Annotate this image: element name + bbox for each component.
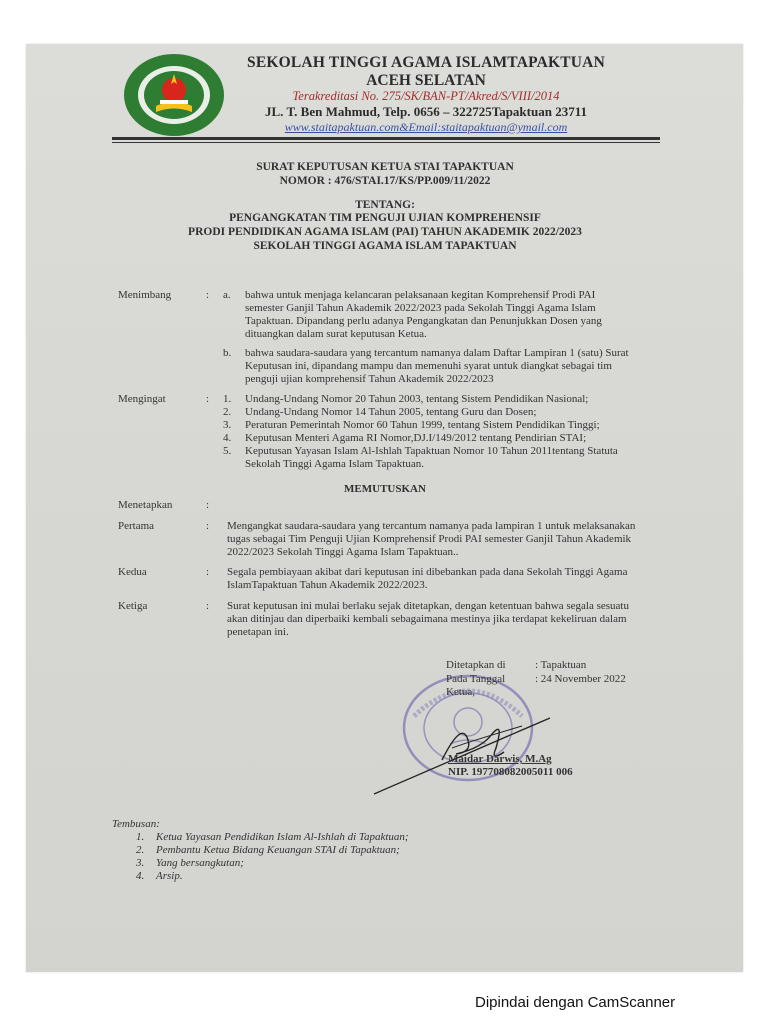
about-line: PENGANGKATAN TIM PENGUJI UJIAN KOMPREHENSIF [229,212,541,224]
signer-nip: NIP. 197708082005011 006 [448,766,573,778]
tembusan-number: 3. [136,857,145,869]
about-line: SEKOLAH TINGGI AGAMA ISLAM TAPAKTUAN [253,240,517,252]
colon: : [206,520,210,532]
place-label: Ditetapkan di [446,659,506,671]
tembusan-item: Arsip. [156,870,183,882]
menimbang-b-line: Keputusan ini, dipandang mampu dan memenuhi syarat untuk diangkat sebagai tim [245,360,612,372]
institution-region: ACEH SELATAN [366,72,486,89]
mengingat-item: Keputusan Yayasan Islam Al-Ishlah Tapaktuan Nomor 10 Tahun 2011tentang Statuta [245,445,618,457]
institution-web-email[interactable]: www.staitapaktuan.com&Email:staitapaktuan@ymail.com [284,120,568,134]
institution-logo [122,52,226,138]
item-letter: b. [223,347,232,359]
mengingat-label: Mengingat [118,393,166,405]
tembusan-label: Tembusan: [112,818,160,830]
tembusan-item: Ketua Yayasan Pendidikan Islam Al-Ishlah di Tapaktuan; [156,831,409,843]
pertama-label: Pertama [118,520,155,532]
item-letter: a. [223,289,231,301]
item-number: 2. [223,406,232,418]
kedua-label: Kedua [118,566,147,578]
menimbang-a-line: semester Ganjil Tahun Akademik 2022/2023 pada Sekolah Tinggi Agama Islam [245,302,596,314]
tembusan-number: 4. [136,870,145,882]
colon: : [206,499,210,511]
scanner-watermark: Dipindai dengan CamScanner [475,994,676,1011]
ketiga-line: akan ditinjau dan diperbaiki kembali sebagaimana mestinya jika terdapat kekeliruan dalam [227,613,627,625]
colon: : [206,289,210,301]
colon: : [206,600,210,612]
item-number: 1. [223,393,232,405]
memutuskan-heading: MEMUTUSKAN [344,483,426,495]
ketiga-line: penetapan ini. [227,626,289,638]
letterhead-rule-thin [112,142,660,143]
mengingat-item: Keputusan Menteri Agama RI Nomor,DJ.I/149/2012 tentang Pendirian STAI; [245,432,587,444]
item-number: 3. [223,419,232,431]
mengingat-item: Undang-Undang Nomor 20 Tahun 2003, tentang Sistem Pendidikan Nasional; [245,393,589,405]
kedua-line: Segala pembiayaan akibat dari keputusan ini dibebankan pada dana Sekolah Tinggi Agama [227,566,628,578]
item-number: 4. [223,432,232,444]
menimbang-label: Menimbang [118,289,172,301]
pertama-line: Mengangkat saudara-saudara yang tercantum namanya pada lampiran 1 untuk melaksanakan [227,520,636,532]
institution-address: JL. T. Ben Mahmud, Telp. 0656 – 322725Tapaktuan 23711 [265,104,587,119]
ketiga-label: Ketiga [118,600,148,612]
signer-role: Ketua, [446,686,476,698]
mengingat-item: Undang-Undang Nomor 14 Tahun 2005, tentang Guru dan Dosen; [245,406,537,418]
institution-name: SEKOLAH TINGGI AGAMA ISLAMTAPAKTUAN [247,54,605,71]
tembusan-number: 2. [136,844,145,856]
menimbang-b-line: penguji ujian komprehensif Tahun Akademik 2022/2023 [245,373,494,385]
tembusan-item: Yang bersangkutan; [156,857,244,869]
mengingat-item: Sekolah Tinggi Agama Islam Tapaktuan. [245,458,424,470]
pertama-line: 2022/2023 Sekolah Tinggi Agama Islam Tapaktuan.. [227,546,459,558]
tembusan-number: 1. [136,831,145,843]
decree-title: SURAT KEPUTUSAN KETUA STAI TAPAKTUAN [256,161,514,173]
menimbang-a-line: dituangkan dalam surat keputusan Ketua. [245,328,427,340]
handwritten-signature [372,690,552,800]
colon: : [206,566,210,578]
accreditation-text: Terakreditasi No. 275/SK/BAN-PT/Akred/S/VIII/2014 [292,89,560,103]
about-line: PRODI PENDIDIKAN AGAMA ISLAM (PAI) TAHUN AKADEMIK 2022/2023 [188,226,582,238]
mengingat-item: Peraturan Pemerintah Nomor 60 Tahun 1999, tentang Sistem Pendidikan Tinggi; [245,419,600,431]
place-value: : Tapaktuan [535,659,587,671]
pertama-line: tugas sebagai Tim Penguji Ujian Komprehensif Prodi PAI semester Ganjil Tahun Akademik [227,533,632,545]
signer-name: Maidar Darwis, M.Ag [448,753,552,765]
menimbang-a-line: bahwa untuk menjaga kelancaran pelaksanaan kegitan Komprehensif Prodi PAI [245,289,596,301]
tembusan-item: Pembantu Ketua Bidang Keuangan STAI di Tapaktuan; [156,844,400,856]
letterhead-rule-thick [112,137,660,140]
menetapkan-label: Menetapkan [118,499,173,511]
date-label: Pada Tanggal [446,673,506,685]
item-number: 5. [223,445,232,457]
about-label: TENTANG: [355,199,415,211]
colon: : [206,393,210,405]
kedua-line: IslamTapaktuan Tahun Akademik 2022/2023. [227,579,428,591]
menimbang-b-line: bahwa saudara-saudara yang tercantum namanya dalam Daftar Lampiran 1 (satu) Surat [245,347,629,359]
decree-number: NOMOR : 476/STAI.17/KS/PP.009/11/2022 [279,175,491,187]
ketiga-line: Surat keputusan ini mulai berlaku sejak ditetapkan, dengan ketentuan bahwa segala sesuatu [227,600,629,612]
menimbang-a-line: Tapaktuan. Dipandang perlu adanya Pengangkatan dan Penunjukkan Dosen yang [245,315,602,327]
date-value: : 24 November 2022 [535,673,626,685]
